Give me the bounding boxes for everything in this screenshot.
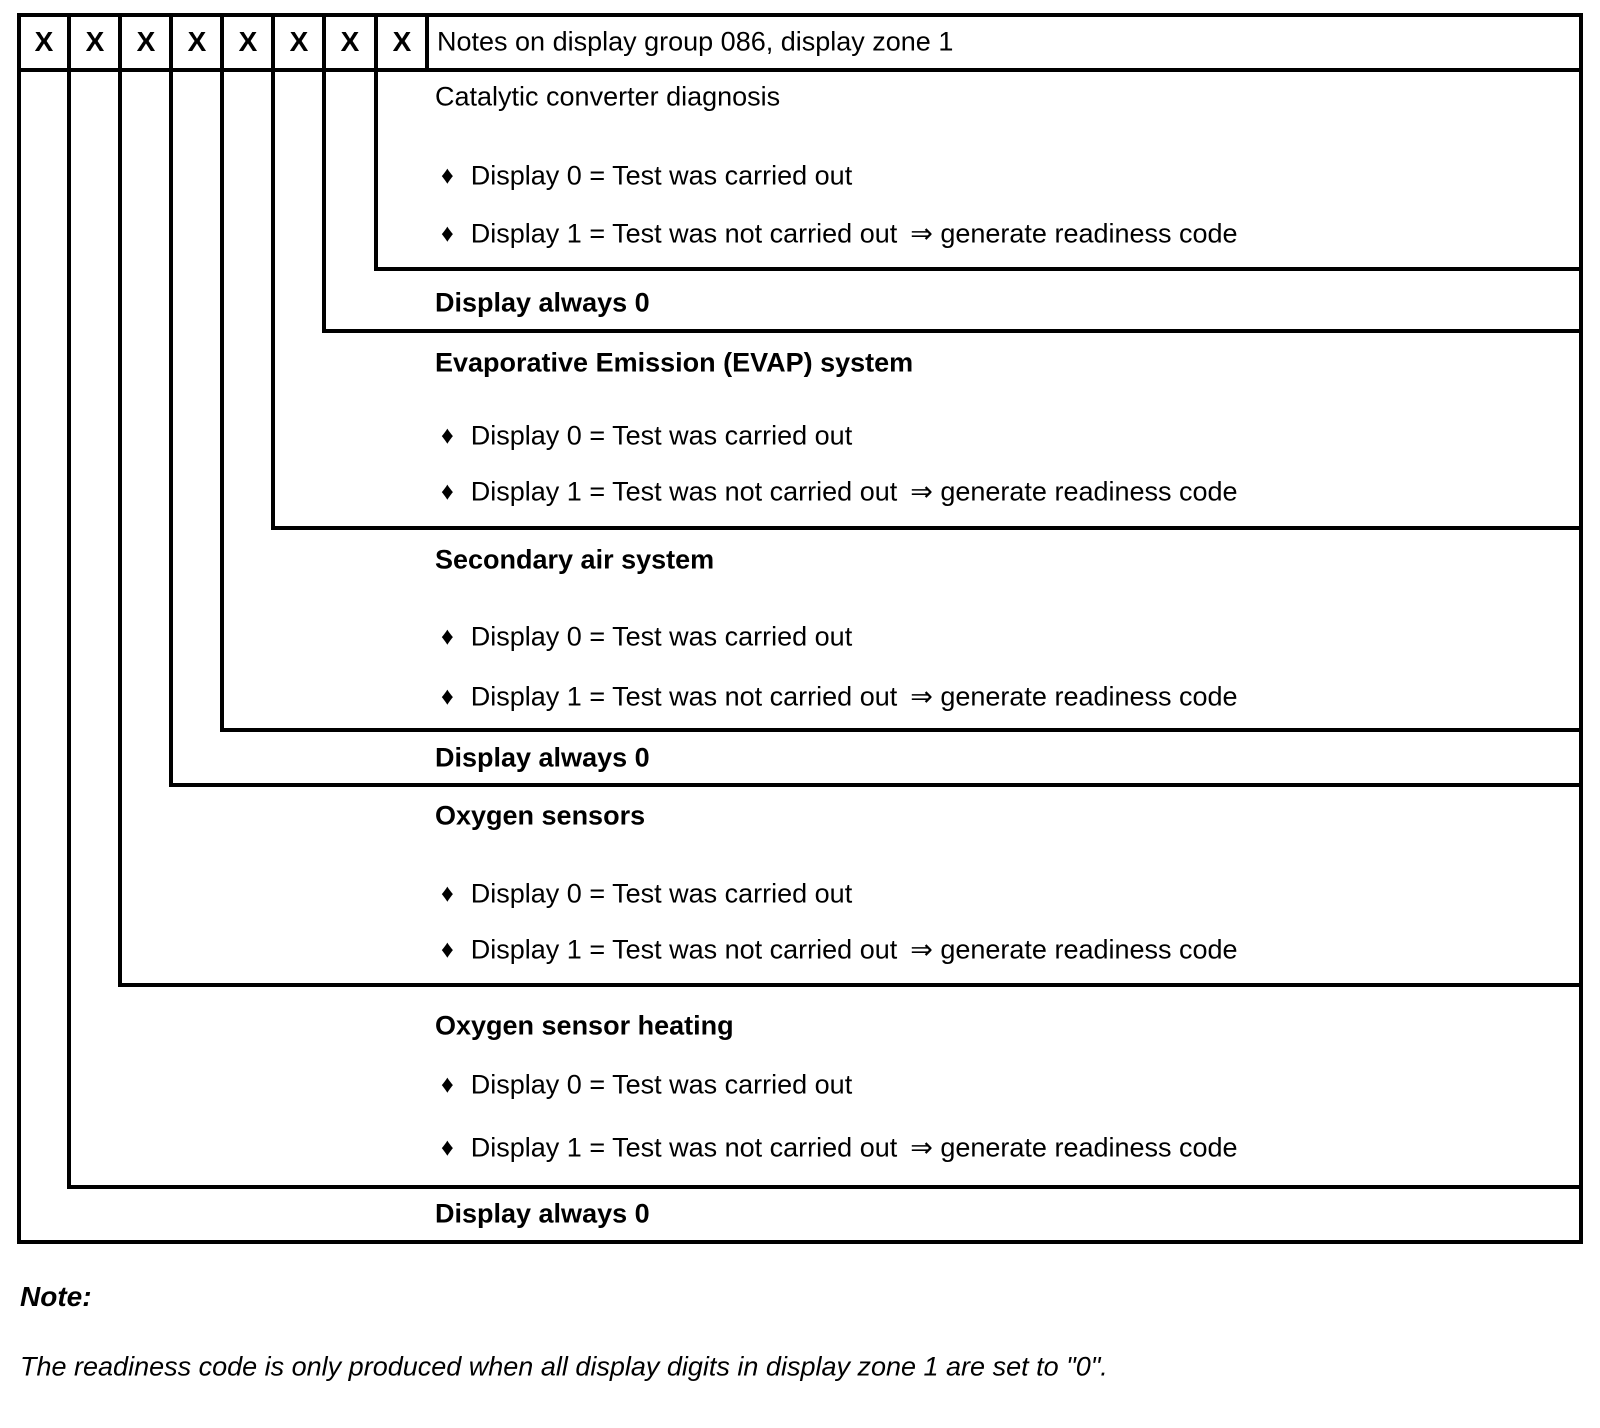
digit-cell-5: X: [238, 26, 258, 57]
diamond-bullet-icon: ♦: [441, 219, 454, 248]
bullet-text: Display 0 = Test was carried out: [470, 878, 853, 909]
section-title-display-always-0: Display always 0: [435, 1198, 650, 1229]
ladder-bracket-digit6: [271, 526, 1583, 530]
section-title-display-always-0: Display always 0: [435, 287, 650, 318]
bullet-text: Display 0 = Test was carried out: [470, 1069, 853, 1100]
diamond-bullet-icon: ♦: [441, 1133, 454, 1162]
section-title-catalytic-converter-diagnosis: Catalytic converter diagnosis: [435, 81, 781, 112]
ladder-vertical-digit8: [374, 13, 378, 271]
note-text: The readiness code is only produced when all display digits in display zone 1 are set to "0".: [20, 1351, 1108, 1382]
ladder-top-border: [17, 13, 1583, 17]
bullet-row: [441, 622, 865, 653]
diamond-bullet-icon: ♦: [441, 622, 454, 651]
diamond-bullet-icon: ♦: [441, 935, 454, 964]
section-title-oxygen-sensors: Oxygen sensors: [435, 800, 646, 831]
bullet-text: Display 1 = Test was not carried out: [470, 476, 898, 507]
ladder-bracket-digit3: [118, 983, 1583, 987]
section-title-oxygen-sensor-heating: Oxygen sensor heating: [435, 1010, 734, 1041]
ladder-vertical-digit6: [271, 13, 275, 530]
bullet-row: [441, 682, 1238, 713]
ladder-vertical-digit2: [67, 13, 71, 1189]
bullet-consequence: ⇒ generate readiness code: [910, 934, 1238, 965]
ladder-bracket-digit8: [374, 267, 1583, 271]
bullet-row: [441, 161, 865, 192]
ladder-right-border: [1579, 13, 1583, 1244]
bullet-row: [441, 879, 865, 910]
bullet-consequence: ⇒ generate readiness code: [910, 1132, 1238, 1163]
bullet-text: Display 0 = Test was carried out: [470, 420, 853, 451]
digit-cell-6: X: [289, 26, 309, 57]
display-group-notes-label: Notes on display group 086, display zone 1: [437, 26, 954, 57]
diamond-bullet-icon: ♦: [441, 161, 454, 190]
bullet-row: [441, 421, 865, 452]
bullet-row: [441, 477, 1238, 508]
ladder-vertical-digit7: [322, 13, 326, 333]
bullet-consequence: ⇒ generate readiness code: [910, 218, 1238, 249]
digit-cell-1: X: [34, 26, 54, 57]
bullet-text: Display 1 = Test was not carried out: [470, 681, 898, 712]
digit-cell-4: X: [187, 26, 207, 57]
bullet-consequence: ⇒ generate readiness code: [910, 476, 1238, 507]
ladder-bracket-digit7: [322, 329, 1583, 333]
ladder-header-cell-divider: [425, 13, 429, 72]
bullet-row: [441, 219, 1238, 250]
bullet-text: Display 1 = Test was not carried out: [470, 218, 898, 249]
ladder-bottom-border: [17, 1240, 1583, 1244]
bullet-text: Display 0 = Test was carried out: [470, 621, 853, 652]
diamond-bullet-icon: ♦: [441, 477, 454, 506]
section-title-display-always-0: Display always 0: [435, 742, 650, 773]
bullet-row: [441, 1133, 1238, 1164]
digit-cell-7: X: [340, 26, 360, 57]
diamond-bullet-icon: ♦: [441, 421, 454, 450]
diamond-bullet-icon: ♦: [441, 1070, 454, 1099]
diamond-bullet-icon: ♦: [441, 682, 454, 711]
ladder-bracket-digit2: [67, 1185, 1583, 1189]
digit-cell-3: X: [136, 26, 156, 57]
ladder-vertical-digit5: [220, 13, 224, 732]
bullet-consequence: ⇒ generate readiness code: [910, 681, 1238, 712]
ladder-bracket-digit4: [169, 783, 1583, 787]
ladder-vertical-digit3: [118, 13, 122, 987]
ladder-header-row-divider: [17, 68, 1583, 72]
diamond-bullet-icon: ♦: [441, 879, 454, 908]
bullet-row: [441, 935, 1238, 966]
bullet-text: Display 0 = Test was carried out: [470, 160, 853, 191]
ladder-left-border: [17, 13, 21, 1244]
bullet-row: [441, 1070, 865, 1101]
section-title-evap-system: Evaporative Emission (EVAP) system: [435, 347, 914, 378]
ladder-bracket-digit5: [220, 728, 1583, 732]
note-heading: Note:: [20, 1281, 92, 1312]
digit-cell-2: X: [85, 26, 105, 57]
ladder-vertical-digit4: [169, 13, 173, 787]
section-title-secondary-air-system: Secondary air system: [435, 544, 715, 575]
bullet-text: Display 1 = Test was not carried out: [470, 1132, 898, 1163]
digit-cell-8: X: [392, 26, 412, 57]
bullet-text: Display 1 = Test was not carried out: [470, 934, 898, 965]
